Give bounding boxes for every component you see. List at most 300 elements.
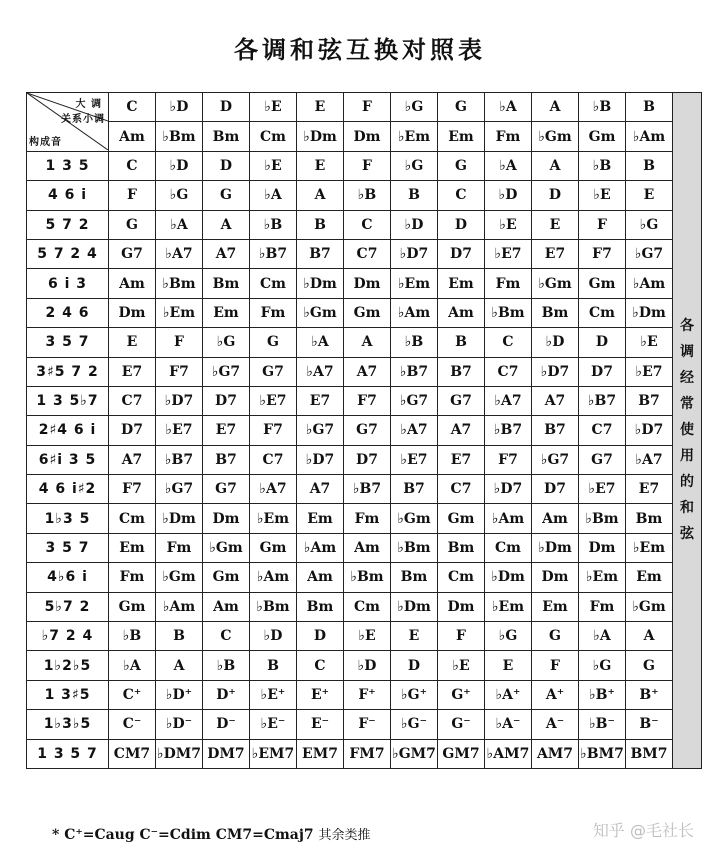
chord-cell: A [626,622,673,651]
chord-cell: ♭Am [391,298,438,327]
chord-cell: Am [344,533,391,562]
chord-cell: Cm [109,504,156,533]
table-row [27,504,702,533]
chord-cell: ♭A⁻ [485,710,532,739]
chord-cell: ♭E7 [626,357,673,386]
chord-cell: ♭B⁺ [579,680,626,709]
chord-cell: E [391,622,438,651]
minor-key-cell: Dm [344,122,391,151]
chord-cell: ♭Em [250,504,297,533]
row-chord-tones: 3 5 7 [27,328,109,357]
chord-cell: ♭A7 [156,239,203,268]
chord-cell: A [156,651,203,680]
chord-cell: Em [297,504,344,533]
chord-cell: ♭Bm [156,269,203,298]
chord-cell: G7 [438,386,485,415]
row-chord-tones: 1 3♯5 [27,680,109,709]
chord-cell: AM7 [532,739,579,768]
chord-cell: ♭A [250,181,297,210]
chord-cell: Em [532,592,579,621]
chord-cell: C [109,151,156,180]
chord-cell: ♭E [579,181,626,210]
row-chord-tones: 2♯4 6 i [27,416,109,445]
row-chord-tones: 5♭7 2 [27,592,109,621]
chord-cell: ♭A7 [626,445,673,474]
table-row [27,239,702,268]
table-row [27,533,702,562]
chord-cell: ♭D7 [297,445,344,474]
chord-cell: B⁻ [626,710,673,739]
chord-cell: ♭D [391,210,438,239]
chord-cell: ♭A [109,651,156,680]
chord-cell: ♭Em [579,563,626,592]
row-chord-tones: 4 6 i♯2 [27,475,109,504]
chord-cell: ♭Bm [485,298,532,327]
major-key-cell: E [297,93,344,122]
chord-cell: B7 [297,239,344,268]
chord-cell: ♭Am [297,533,344,562]
row-chord-tones: 6 i 3 [27,269,109,298]
header-corner [27,93,109,152]
chord-cell: B [391,181,438,210]
chord-cell: B⁺ [626,680,673,709]
chord-cell: ♭E⁻ [250,710,297,739]
chord-cell: A7 [344,357,391,386]
chord-cell: C7 [579,416,626,445]
chord-cell: ♭G [485,622,532,651]
chord-cell: A [203,210,250,239]
chord-cell: E7 [438,445,485,474]
chord-cell: ♭E7 [485,239,532,268]
chord-cell: ♭G [626,210,673,239]
chord-cell: D7 [438,239,485,268]
chord-cell: ♭D [485,181,532,210]
table-row [27,298,702,327]
row-chord-tones: 4♭6 i [27,563,109,592]
chord-cell: Bm [203,269,250,298]
chord-cell: ♭B7 [250,239,297,268]
chord-cell: B [438,328,485,357]
chord-cell: BM7 [626,739,673,768]
chord-cell: ♭Am [626,269,673,298]
chord-cell: CM7 [109,739,156,768]
table-row [27,357,702,386]
chord-cell: F [344,151,391,180]
row-chord-tones: 6♯i 3 5 [27,445,109,474]
chord-cell: F7 [579,239,626,268]
chord-cell: Dm [344,269,391,298]
minor-key-cell: Am [109,122,156,151]
chord-cell: D [391,651,438,680]
chord-cell: ♭D7 [626,416,673,445]
chord-cell: ♭Am [250,563,297,592]
chord-cell: Am [297,563,344,592]
chord-cell: ♭B [391,328,438,357]
chord-cell: ♭G7 [297,416,344,445]
chord-cell: ♭E7 [250,386,297,415]
chord-cell: ♭G [391,151,438,180]
chord-cell: Am [438,298,485,327]
major-key-cell: ♭D [156,93,203,122]
chord-cell: Dm [203,504,250,533]
table-row [27,710,702,739]
chord-cell: G [250,328,297,357]
row-chord-tones: ♭7 2 4 [27,622,109,651]
chord-cell: ♭Bm [344,563,391,592]
minor-key-cell: Bm [203,122,250,151]
chord-cell: D7 [344,445,391,474]
chord-cell: Fm [250,298,297,327]
chord-cell: ♭Gm [156,563,203,592]
minor-key-cell: Cm [250,122,297,151]
chord-cell: ♭AM7 [485,739,532,768]
chord-cell: E [109,328,156,357]
major-key-cell: F [344,93,391,122]
table-row [27,680,702,709]
footnote-formulas: * C⁺=Caug C⁻=Cdim CM7=Cmaj7 [52,827,314,843]
chord-cell: GM7 [438,739,485,768]
chord-cell: Dm [532,563,579,592]
chord-cell: ♭D [344,651,391,680]
minor-key-cell: Fm [485,122,532,151]
chord-cell: ♭G [203,328,250,357]
table-row [27,122,702,151]
chord-cell: FM7 [344,739,391,768]
chord-cell: ♭A7 [391,416,438,445]
chord-cell: G [203,181,250,210]
chord-cell: ♭E⁺ [250,680,297,709]
chord-cell: D⁺ [203,680,250,709]
chord-cell: Cm [579,298,626,327]
chord-cell: Cm [344,592,391,621]
row-chord-tones: 1 3 5♭7 [27,386,109,415]
chord-cell: G7 [579,445,626,474]
chord-cell: Dm [438,592,485,621]
chord-cell: EM7 [297,739,344,768]
chord-cell: D7 [579,357,626,386]
chord-cell: Am [203,592,250,621]
chord-cell: A7 [109,445,156,474]
chord-cell: ♭B [203,651,250,680]
minor-key-cell: ♭Em [391,122,438,151]
chord-cell: G [109,210,156,239]
chord-cell: Em [438,269,485,298]
watermark: 知乎 @毛社长 [592,821,694,840]
chord-cell: B7 [532,416,579,445]
chord-cell: ♭Dm [532,533,579,562]
chord-cell: Gm [250,533,297,562]
chord-cell: C [438,181,485,210]
chord-cell: ♭A [156,210,203,239]
chord-cell: D7 [109,416,156,445]
chord-cell: C [344,210,391,239]
chord-cell: D7 [532,475,579,504]
chord-cell: ♭Gm [203,533,250,562]
chord-cell: E⁻ [297,710,344,739]
side-note: 各 调 经 常 使 用 的 和 弦 [673,93,702,769]
table-row [27,269,702,298]
chord-cell: C⁺ [109,680,156,709]
chord-cell: Em [109,533,156,562]
chord-cell: ♭Gm [626,592,673,621]
chord-cell: ♭G7 [626,239,673,268]
chord-cell: E7 [532,239,579,268]
chord-cell: Dm [109,298,156,327]
chord-cell: A [297,181,344,210]
chord-cell: ♭D7 [532,357,579,386]
chord-cell: ♭D⁻ [156,710,203,739]
chord-cell: C7 [344,239,391,268]
chord-cell: F [156,328,203,357]
chord-cell: E [532,210,579,239]
chord-cell: E7 [203,416,250,445]
minor-key-cell: ♭Dm [297,122,344,151]
major-key-cell: D [203,93,250,122]
chord-cell: ♭Dm [485,563,532,592]
chord-cell: F⁻ [344,710,391,739]
chord-cell: ♭D7 [391,239,438,268]
chord-cell: G [532,622,579,651]
chord-cell: Bm [438,533,485,562]
chord-cell: ♭G [579,651,626,680]
chord-cell: ♭Em [485,592,532,621]
chord-cell: G7 [109,239,156,268]
chord-cell: ♭A [579,622,626,651]
chord-cell: DM7 [203,739,250,768]
row-chord-tones: 1♭2♭5 [27,651,109,680]
table-row [27,93,702,122]
chord-cell: ♭B [344,181,391,210]
chord-cell: ♭E [485,210,532,239]
chord-cell: F [532,651,579,680]
chord-cell: B [250,651,297,680]
chord-cell: A7 [532,386,579,415]
chord-cell: ♭E [438,651,485,680]
chord-cell: G⁺ [438,680,485,709]
chord-cell: A [344,328,391,357]
chord-cell: F⁺ [344,680,391,709]
chord-cell: D [297,622,344,651]
chord-cell: ♭Gm [297,298,344,327]
table-row [27,445,702,474]
chord-cell: ♭A7 [297,357,344,386]
chord-cell: Gm [579,269,626,298]
chord-cell: G7 [203,475,250,504]
chord-cell: ♭Dm [297,269,344,298]
chord-cell: E [297,151,344,180]
chord-cell: Cm [438,563,485,592]
table-row [27,328,702,357]
chord-cell: F [438,622,485,651]
row-chord-tones: 1 3 5 7 [27,739,109,768]
chord-cell: F [579,210,626,239]
chord-cell: F7 [156,357,203,386]
chord-cell: ♭EM7 [250,739,297,768]
chord-cell: E7 [626,475,673,504]
chord-cell: G7 [250,357,297,386]
chord-cell: ♭Em [391,269,438,298]
chord-cell: ♭E7 [579,475,626,504]
chord-cell: A [532,151,579,180]
chord-cell: A7 [297,475,344,504]
chord-cell: Dm [579,533,626,562]
chord-cell: ♭D [250,622,297,651]
corner-major-key: 大 调 [75,99,102,110]
row-chord-tones: 2 4 6 [27,298,109,327]
chord-cell: B7 [203,445,250,474]
corner-relative-minor: 关系小调 [61,114,105,125]
chord-cell: B7 [438,357,485,386]
chord-cell: Cm [485,533,532,562]
major-key-cell: ♭G [391,93,438,122]
row-chord-tones: 5 7 2 [27,210,109,239]
row-chord-tones: 1 3 5 [27,151,109,180]
chord-cell: A7 [203,239,250,268]
chord-cell: C [203,622,250,651]
chord-cell: B [297,210,344,239]
chord-cell: Em [203,298,250,327]
chord-cell: ♭E [626,328,673,357]
chord-cell: ♭Em [156,298,203,327]
chord-cell: Fm [579,592,626,621]
chord-cell: Gm [203,563,250,592]
chord-cell: E7 [297,386,344,415]
chord-cell: C [297,651,344,680]
chord-cell: ♭B [250,210,297,239]
table-row [27,210,702,239]
chord-cell: F [109,181,156,210]
chord-cell: A7 [438,416,485,445]
chord-cell: Am [532,504,579,533]
chord-cell: ♭D7 [156,386,203,415]
chord-cell: F7 [485,445,532,474]
table-row [27,181,702,210]
major-key-cell: ♭E [250,93,297,122]
chord-cell: E7 [109,357,156,386]
chord-cell: ♭Dm [626,298,673,327]
table-row [27,386,702,415]
chord-cell: C7 [109,386,156,415]
chord-cell: ♭A7 [250,475,297,504]
minor-key-cell: ♭Gm [532,122,579,151]
chord-cell: F7 [250,416,297,445]
chord-cell: C⁻ [109,710,156,739]
chord-cell: D⁻ [203,710,250,739]
table-row [27,563,702,592]
table-row [27,475,702,504]
chord-cell: A⁻ [532,710,579,739]
row-chord-tones: 4 6 i [27,181,109,210]
chord-cell: Fm [344,504,391,533]
major-key-cell: ♭B [579,93,626,122]
chord-cell: Bm [391,563,438,592]
chord-cell: ♭Bm [391,533,438,562]
minor-key-cell: Gm [579,122,626,151]
chord-cell: G [438,151,485,180]
chord-cell: ♭A [297,328,344,357]
row-chord-tones: 5 7 2 4 [27,239,109,268]
chord-cell: ♭G⁺ [391,680,438,709]
chord-cell: Am [109,269,156,298]
major-key-cell: A [532,93,579,122]
table-row [27,592,702,621]
chord-cell: ♭G7 [532,445,579,474]
chord-cell: ♭D [156,151,203,180]
major-key-cell: G [438,93,485,122]
table-row [27,622,702,651]
chord-cell: ♭B7 [579,386,626,415]
chord-cell: Gm [109,592,156,621]
chord-cell: ♭B⁻ [579,710,626,739]
chord-cell: Fm [485,269,532,298]
chord-cell: B7 [626,386,673,415]
chord-cell: Fm [156,533,203,562]
chord-cell: ♭A⁺ [485,680,532,709]
chord-cell: D [438,210,485,239]
chord-cell: ♭D7 [485,475,532,504]
chord-cell: ♭G [156,181,203,210]
chord-cell: Bm [532,298,579,327]
chord-cell: ♭A7 [485,386,532,415]
table-row [27,151,702,180]
corner-chord-tones: 构成音 [29,137,62,148]
page-title: 各调和弦互换对照表 [234,36,486,64]
chord-cell: ♭DM7 [156,739,203,768]
chord-cell: ♭Gm [532,269,579,298]
chord-cell: ♭Em [626,533,673,562]
chord-cell: ♭Dm [391,592,438,621]
chord-cell: ♭Gm [391,504,438,533]
chord-cell: E [485,651,532,680]
chord-cell: ♭G⁻ [391,710,438,739]
minor-key-cell: ♭Bm [156,122,203,151]
chord-cell: ♭G7 [203,357,250,386]
chord-cell: ♭E7 [156,416,203,445]
chord-cell: C [485,328,532,357]
chord-cell: ♭D⁺ [156,680,203,709]
table-row [27,739,702,768]
chord-cell: B [626,151,673,180]
chord-cell: Cm [250,269,297,298]
chord-cell: E [626,181,673,210]
chord-cell: ♭GM7 [391,739,438,768]
chord-cell: ♭Bm [579,504,626,533]
table-row [27,416,702,445]
chord-cell: ♭B [109,622,156,651]
footnote-rest: 其余类推 [318,828,371,843]
chord-cell: Bm [626,504,673,533]
chord-cell: B [156,622,203,651]
chord-cell: Em [626,563,673,592]
minor-key-cell: Em [438,122,485,151]
chord-cell: Gm [438,504,485,533]
chord-cell: G7 [344,416,391,445]
chord-cell: Gm [344,298,391,327]
table-row [27,651,702,680]
chord-cell: ♭A [485,151,532,180]
chord-cell: ♭G7 [391,386,438,415]
chord-conversion-table [26,92,702,769]
major-key-cell: B [626,93,673,122]
chord-cell: ♭B [579,151,626,180]
footnote [52,824,371,843]
chord-cell: D [203,151,250,180]
chord-cell: E⁺ [297,680,344,709]
chord-cell: ♭G7 [156,475,203,504]
chord-cell: ♭Am [485,504,532,533]
chord-cell: C7 [250,445,297,474]
chord-cell: ♭B7 [485,416,532,445]
